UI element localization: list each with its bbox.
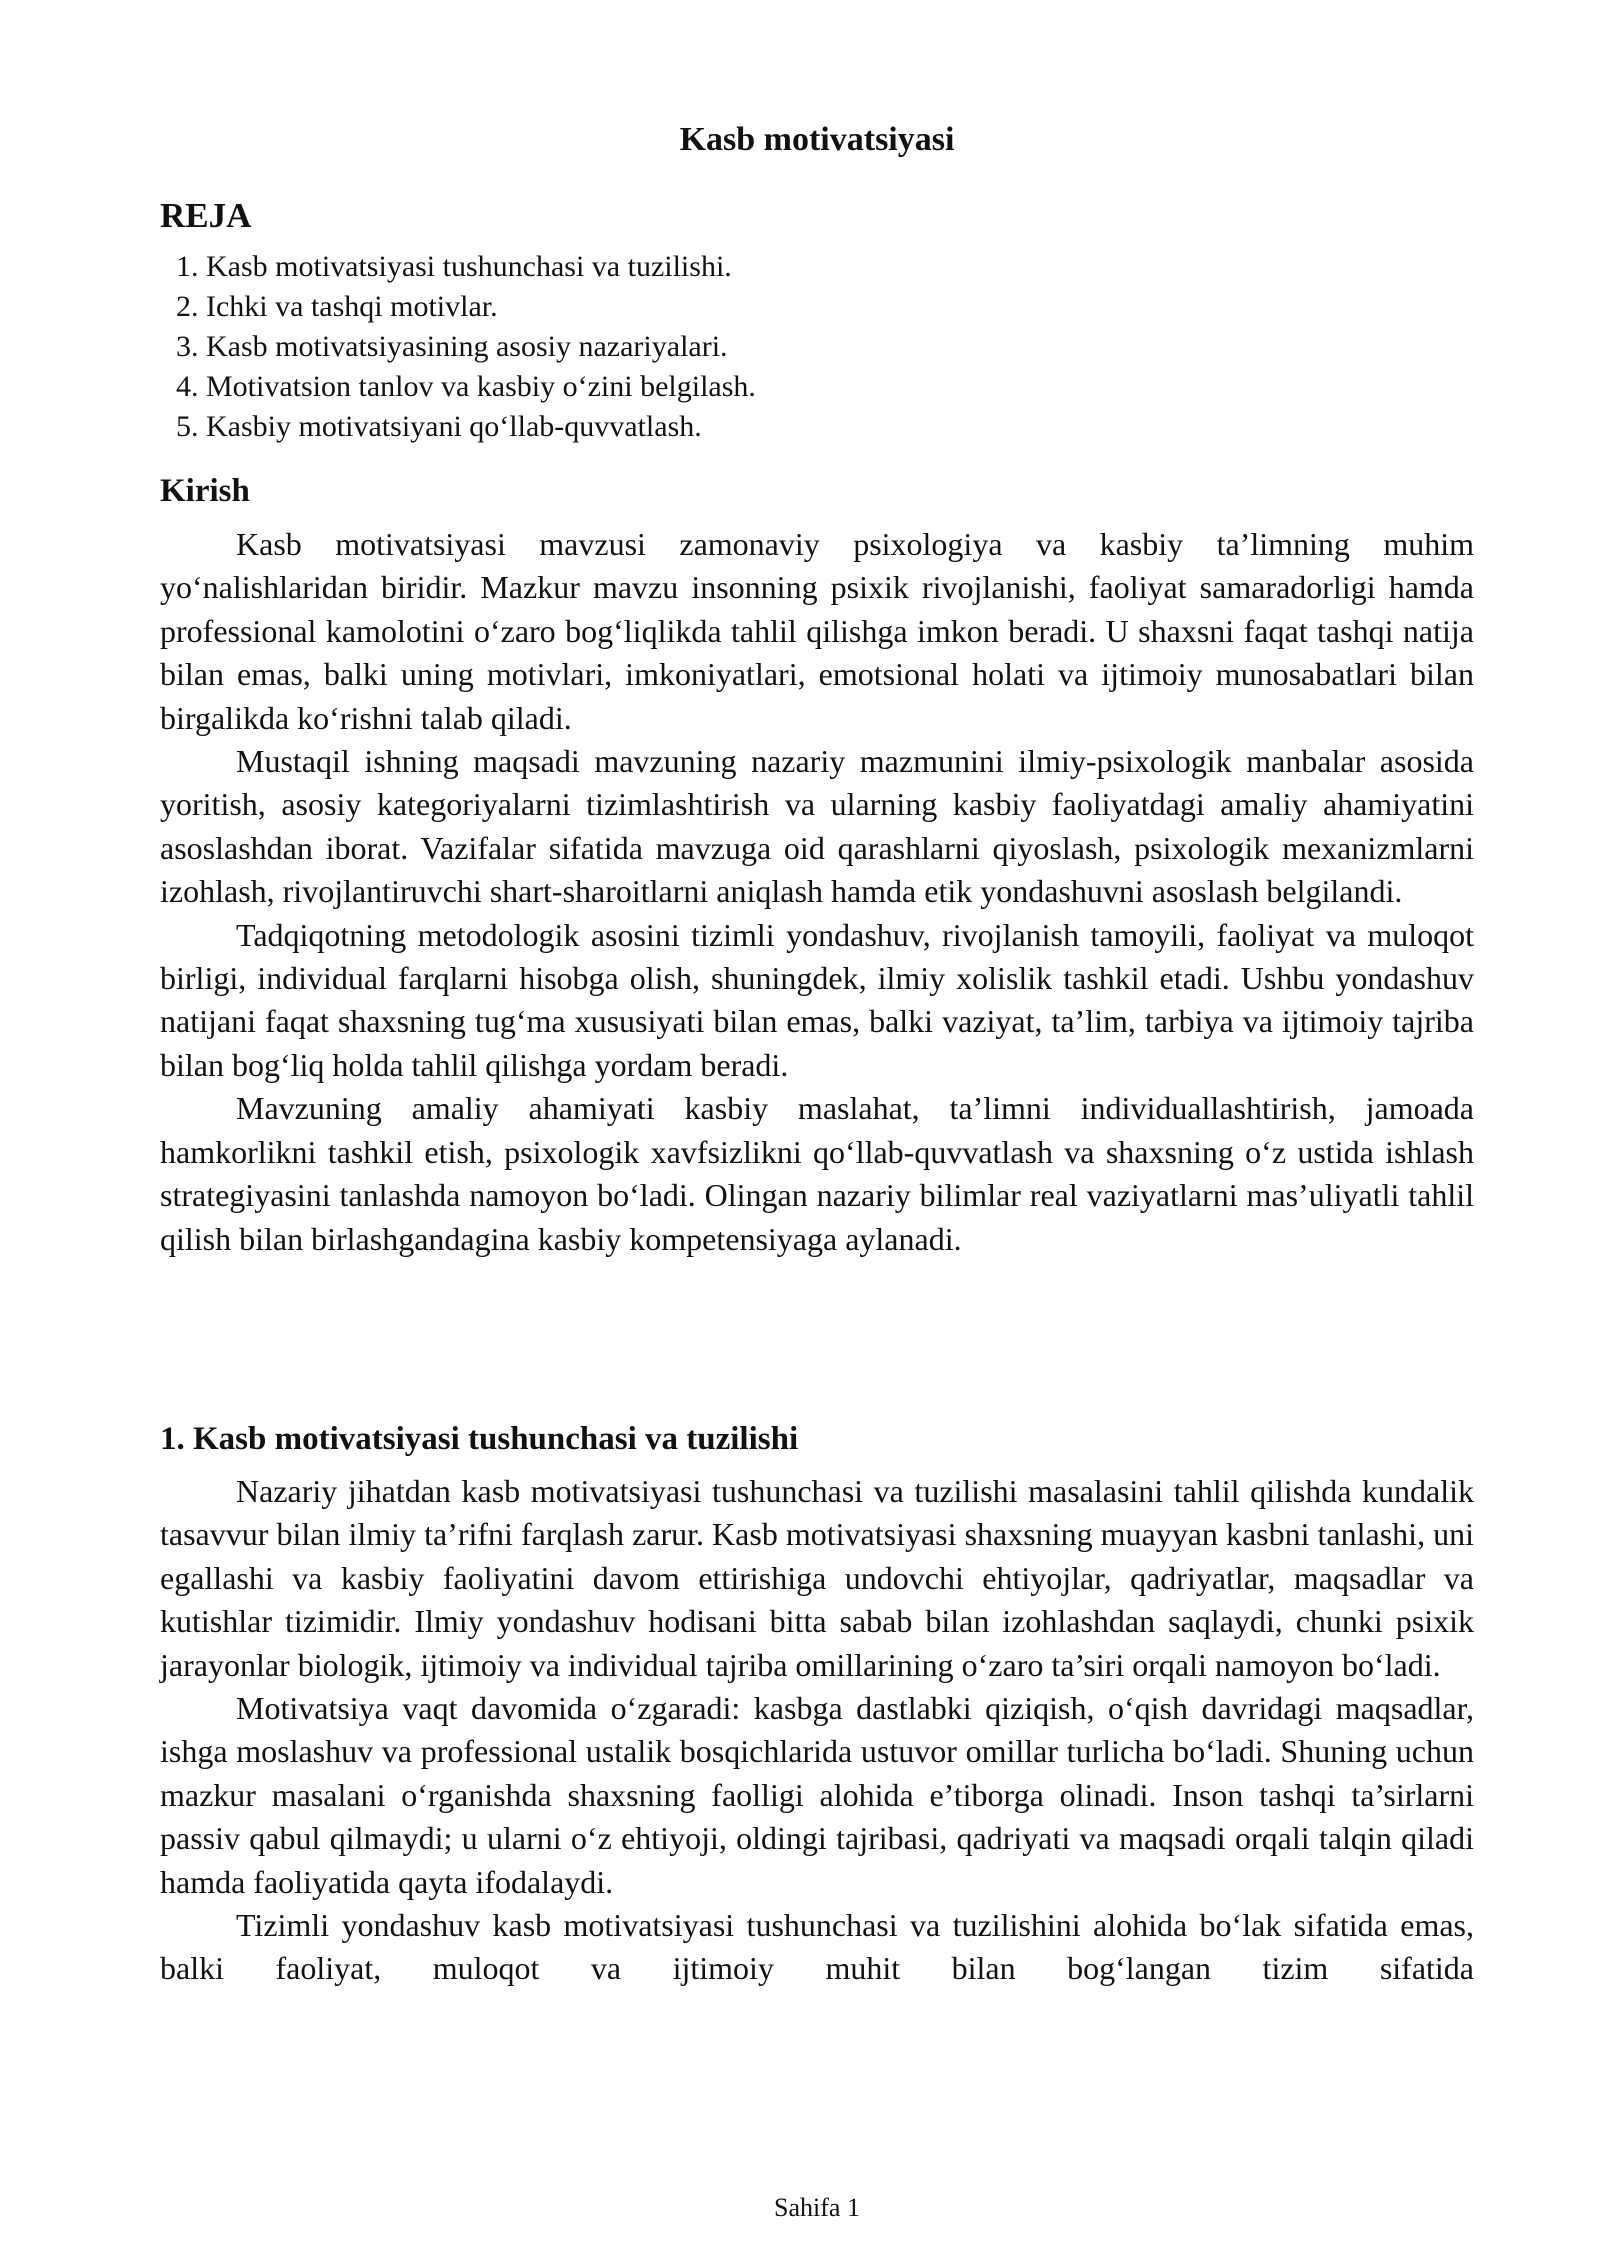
section-1-paragraph: Tizimli yondashuv kasb motivatsiyasi tushunchasi va tuzilishini alohida bo‘lak sifatida emas, balki faoliyat, muloqot va ijtimoiy muhit bilan bog‘langan tizim sifatida	[160, 1907, 1474, 1987]
intro-heading: Kirish	[160, 473, 250, 509]
plan-item: 2. Ichki va tashqi motivlar.	[176, 290, 498, 323]
plan-heading: REJA	[160, 196, 252, 235]
plan-item: 3. Kasb motivatsiyasining asosiy nazariyalari.	[176, 330, 728, 363]
plan-item: 5. Kasbiy motivatsiyani qo‘llab-quvvatlash.	[176, 410, 702, 443]
intro-paragraph: Tadqiqotning metodologik asosini tizimli yondashuv, rivojlanish tamoyili, faoliyat va muloqot birligi, individual farqlarni hisobga olish, shuningdek, ilmiy xolislik tashkil etadi. Ushbu yondashuv natijani faqat shaxsning tug‘ma xususiyati bilan emas, balki vaziyat, ta’lim, tarbiya va ijtimoiy tajriba bilan bog‘liq holda tahlil qilishga yordam beradi.	[160, 916, 1474, 1083]
section-1-paragraph: Motivatsiya vaqt davomida o‘zgaradi: kasbga dastlabki qiziqish, o‘qish davridagi maqsadlar, ishga moslashuv va professional ustalik bosqichlarida ustuvor omillar turlicha bo‘ladi. Shuning uchun mazkur masalani o‘rganishda shaxsning faolligi alohida e’tiborga olinadi. Inson tashqi ta’sirlarni passiv qabul qilmaydi; u ularni o‘z ehtiyoji, oldingi tajribasi, qadriyati va maqsadi orqali talqin qiladi hamda faoliyatida qayta ifodalaydi.	[160, 1690, 1474, 1900]
page-number: Sahifa 1	[774, 2193, 860, 2222]
intro-paragraph: Mavzuning amaliy ahamiyati kasbiy maslahat, ta’limni individuallashtirish, jamoada hamkorlikni tashkil etish, psixologik xavfsizlikni qo‘llab-quvvatlash va shaxsning o‘z ustida ishlash strategiyasini tanlashda namoyon bo‘ladi. Olingan nazariy bilimlar real vaziyatlarni mas’uliyatli tahlil qilish bilan birlashgandagina kasbiy kompetensiyaga aylanadi.	[160, 1090, 1474, 1257]
section-1-heading: 1. Kasb motivatsiyasi tushunchasi va tuzilishi	[160, 1421, 799, 1457]
document-page	[160, 0, 1474, 2262]
intro-paragraph: Kasb motivatsiyasi mavzusi zamonaviy psixologiya va kasbiy ta’limning muhim yo‘nalishlaridan biridir. Mazkur mavzu insonning psixik rivojlanishi, faoliyat samaradorligi hamda professional kamolotini o‘zaro bog‘liqlikda tahlil qilishga imkon beradi. U shaxsni faqat tashqi natija bilan emas, balki uning motivlari, imkoniyatlari, emotsional holati va ijtimoiy munosabatlari bilan birgalikda ko‘rishni talab qiladi.	[160, 526, 1474, 736]
document-title: Kasb motivatsiyasi	[679, 121, 955, 158]
section-1-paragraph: Nazariy jihatdan kasb motivatsiyasi tushunchasi va tuzilishi masalasini tahlil qilishda kundalik tasavvur bilan ilmiy ta’rifni farqlash zarur. Kasb motivatsiyasi shaxsning muayyan kasbni tanlashi, uni egallashi va kasbiy faoliyatini davom ettirishiga undovchi ehtiyojlar, qadriyatlar, maqsadlar va kutishlar tizimidir. Ilmiy yondashuv hodisani bitta sabab bilan izohlashdan saqlaydi, chunki psixik jarayonlar biologik, ijtimoiy va individual tajriba omillarining o‘zaro ta’siri orqali namoyon bo‘ladi.	[160, 1473, 1474, 1683]
intro-body	[160, 523, 1474, 1261]
plan-item: 4. Motivatsion tanlov va kasbiy o‘zini belgilash.	[176, 370, 756, 403]
plan-item: 1. Kasb motivatsiyasi tushunchasi va tuzilishi.	[176, 250, 732, 283]
plan-list	[176, 247, 756, 447]
intro-paragraph: Mustaqil ishning maqsadi mavzuning nazariy mazmunini ilmiy-psixologik manbalar asosida yoritish, asosiy kategoriyalarni tizimlashtirish va ularning kasbiy faoliyatdagi amaliy ahamiyatini asoslashdan iborat. Vazifalar sifatida mavzuga oid qarashlarni qiyoslash, psixologik mexanizmlarni izohlash, rivojlantiruvchi shart-sharoitlarni aniqlash hamda etik yondashuvni asoslash belgilandi.	[160, 743, 1474, 910]
section-1-body	[160, 1470, 1474, 1991]
